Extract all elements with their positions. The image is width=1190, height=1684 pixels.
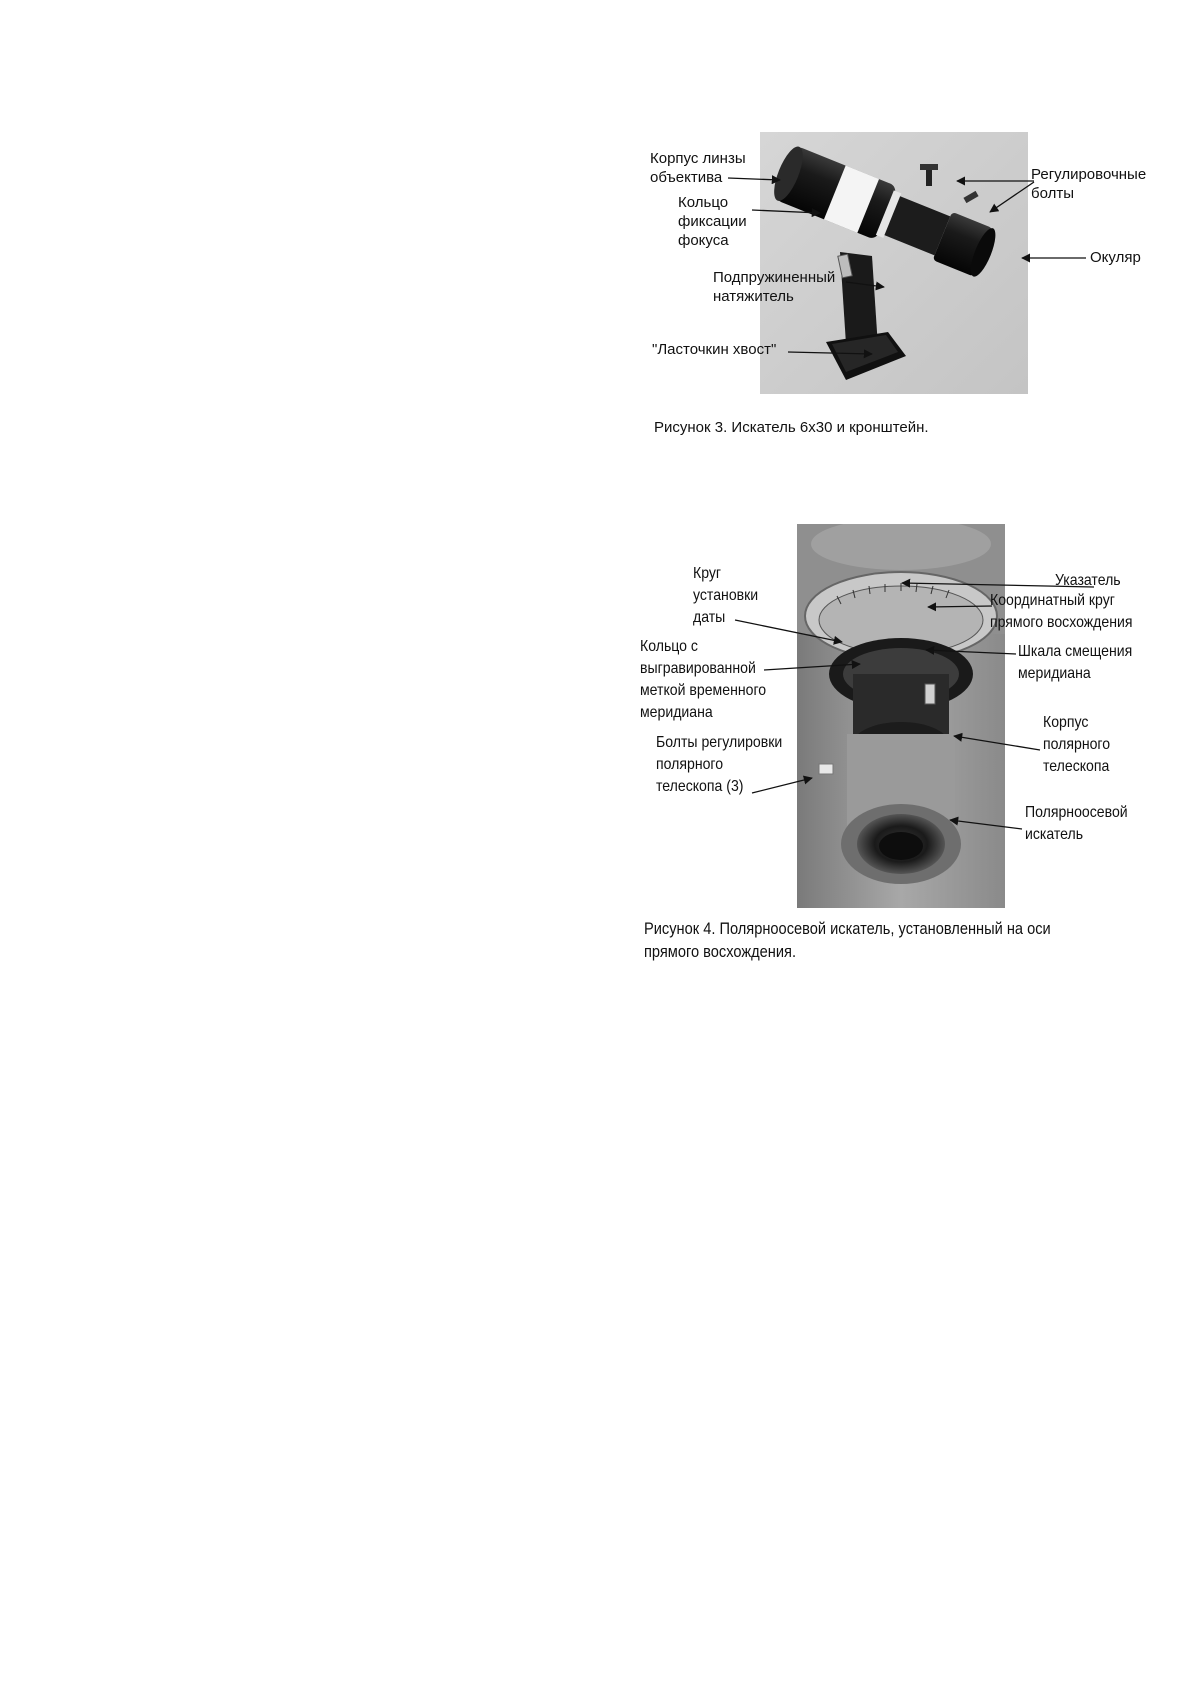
label-line: Корпус [1043,714,1089,731]
arrow-ring-meridian [764,664,860,670]
label-line: Круг [693,565,722,582]
label-line: Подпружиненный [713,269,836,286]
label-line: объектива [650,169,723,186]
label-line: даты [693,609,726,626]
label-line: телескопа [1043,758,1110,775]
arrow-lens-housing [728,178,780,180]
label-line: Полярноосевой [1025,804,1128,821]
arrow-polar-finder [950,820,1022,829]
arrow-spring-tensioner [846,282,884,287]
label-line: прямого восхождения [990,614,1133,631]
label-line: "Ласточкин хвост" [652,341,777,358]
arrow-pointer [902,583,1094,587]
arrow-ra-circle [928,606,992,607]
label-line: выгравированной [640,660,756,677]
caption-line: Рисунок 4. Полярноосевой искатель, установленный на оси [644,919,1051,938]
label-line: Окуляр [1090,249,1141,266]
label-line: полярного [1043,736,1111,753]
label-line: фокуса [678,232,729,249]
label-line: установки [693,587,759,604]
arrow-polar-bolts [752,778,812,793]
label-line: Указатель [1055,572,1121,589]
arrow-polar-housing [954,736,1040,750]
label-line: фиксации [678,213,747,230]
label-line: Кольцо [678,194,729,211]
label-line: меткой временного [640,682,767,699]
figure3-caption: Рисунок 3. Искатель 6х30 и кронштейн. [654,419,929,436]
caption-line: прямого восхождения. [644,942,797,961]
label-line: Болты регулировки [656,734,783,751]
label-line: болты [1031,185,1075,202]
label-line: Регулировочные [1031,166,1147,183]
label-line: Корпус линзы [650,150,746,167]
arrow-adjust-bolt-side [990,182,1034,212]
label-line: Кольцо с [640,638,698,655]
label-line: меридиана [1018,665,1091,682]
arrow-dovetail [788,352,872,354]
label-line: искатель [1025,826,1084,843]
label-line: полярного [656,756,724,773]
label-line: Шкала смещения [1018,643,1133,660]
arrow-date-circle [735,620,842,642]
arrow-meridian-scale [926,650,1016,654]
arrow-focus-ring [752,210,820,213]
label-line: меридиана [640,704,713,721]
label-line: Координатный круг [990,592,1115,609]
label-line: натяжитель [713,288,794,305]
label-line: телескопа (3) [656,778,744,795]
